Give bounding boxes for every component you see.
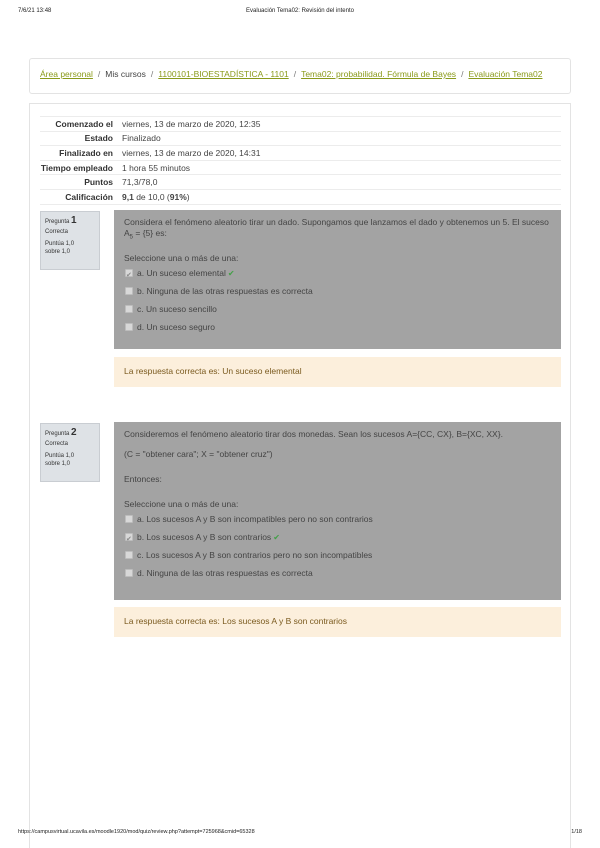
summary-row-time-taken bbox=[40, 160, 561, 175]
answer-prompt: Seleccione una o más de una: bbox=[124, 499, 239, 509]
breadcrumb-link-quiz[interactable]: Evaluación Tema02 bbox=[468, 69, 543, 79]
breadcrumb-separator: / bbox=[150, 69, 154, 79]
breadcrumb-item-mis-cursos: Mis cursos bbox=[105, 69, 146, 79]
question-info-1 bbox=[40, 211, 100, 270]
checkbox-checked-icon[interactable] bbox=[125, 533, 133, 541]
summary-value bbox=[122, 189, 561, 204]
summary-value: viernes, 13 de marzo de 2020, 12:35 bbox=[122, 118, 261, 129]
question-number-value: 1 bbox=[71, 215, 77, 226]
answer-option-d[interactable] bbox=[124, 564, 551, 582]
checkbox-icon[interactable] bbox=[125, 323, 133, 331]
print-footer bbox=[18, 829, 582, 839]
question-text: Entonces: bbox=[124, 474, 162, 484]
question-number-label: Pregunta bbox=[45, 431, 70, 437]
question-number-label: Pregunta bbox=[45, 219, 70, 225]
grade-close: ) bbox=[186, 191, 190, 202]
summary-label: Tiempo empleado bbox=[40, 162, 113, 173]
question-state: Correcta bbox=[45, 229, 69, 235]
summary-label: Calificación bbox=[65, 191, 113, 202]
question-content-2 bbox=[114, 422, 561, 600]
summary-value: viernes, 13 de marzo de 2020, 14:31 bbox=[122, 147, 261, 158]
print-url: https://campusvirtual.ucavila.es/moodle1920/mod/quiz/review.php?attempt=725968&cmid=65328 bbox=[18, 829, 255, 835]
question-state: Correcta bbox=[45, 441, 69, 447]
question-grade-line1: Puntúa 1,0 bbox=[45, 241, 75, 247]
question-grade-line2: sobre 1,0 bbox=[45, 461, 71, 467]
answer-option-d[interactable] bbox=[124, 318, 551, 336]
answer-label: b. Los sucesos A y B son contrarios bbox=[137, 532, 272, 542]
check-icon: ✔ bbox=[273, 533, 280, 542]
breadcrumb-separator: / bbox=[97, 69, 101, 79]
answer-label: a. Los sucesos A y B son incompatibles pero no son contrarios bbox=[137, 514, 373, 524]
answer-option-c[interactable] bbox=[124, 300, 551, 318]
summary-row-marks bbox=[40, 175, 561, 190]
question-text: (C = "obtener cara"; X = "obtener cruz") bbox=[124, 449, 273, 459]
print-title: Evaluación Tema02: Revisión del intento bbox=[246, 8, 354, 14]
summary-row-state bbox=[40, 131, 561, 146]
question-info-2 bbox=[40, 423, 100, 482]
grade-of-text: de 10,0 ( bbox=[133, 191, 170, 202]
question-content-1 bbox=[114, 210, 561, 349]
summary-value: 1 hora 55 minutos bbox=[122, 162, 191, 173]
answer-option-c[interactable] bbox=[124, 546, 551, 564]
print-header bbox=[18, 8, 582, 18]
summary-row-grade bbox=[40, 189, 561, 204]
answer-option-b[interactable] bbox=[124, 282, 551, 300]
question-grade-line2: sobre 1,0 bbox=[45, 249, 71, 255]
summary-value: Finalizado bbox=[122, 133, 161, 144]
question-grade-line1: Puntúa 1,0 bbox=[45, 453, 75, 459]
answer-prompt: Seleccione una o más de una: bbox=[124, 252, 239, 263]
breadcrumb-separator: / bbox=[293, 69, 297, 79]
answer-list bbox=[124, 510, 551, 582]
question-feedback-2: La respuesta correcta es: Los sucesos A y B son contrarios bbox=[114, 607, 561, 637]
question-text bbox=[124, 217, 551, 244]
attempt-summary-table bbox=[40, 116, 561, 205]
checkbox-checked-icon[interactable] bbox=[125, 269, 133, 277]
question-number-value: 2 bbox=[71, 427, 77, 438]
question-text-part: = {5} es: bbox=[133, 228, 167, 238]
question-text: Consideremos el fenómeno aleatorio tirar dos monedas. Sean los sucesos A={CC, CX}, B={XC, XX}. bbox=[124, 429, 503, 439]
checkbox-icon[interactable] bbox=[125, 305, 133, 313]
question-number bbox=[45, 429, 99, 438]
question-text-subscript: 5 bbox=[129, 234, 134, 241]
answer-label: d. Un suceso seguro bbox=[137, 321, 215, 332]
breadcrumb-link-course[interactable]: 1100101-BIOESTADÍSTICA - 1101 bbox=[158, 69, 289, 79]
answer-label: b. Ninguna de las otras respuestas es correcta bbox=[137, 285, 313, 296]
checkbox-icon[interactable] bbox=[125, 287, 133, 295]
breadcrumb-link-topic[interactable]: Tema02: probabilidad. Fórmula de Bayes bbox=[301, 69, 457, 79]
summary-value: 71,3/78,0 bbox=[122, 177, 158, 188]
summary-row-finished bbox=[40, 146, 561, 161]
summary-row-started bbox=[40, 117, 561, 132]
answer-label: a. Un suceso elemental bbox=[137, 267, 226, 278]
answer-list bbox=[124, 264, 551, 336]
answer-option-b[interactable] bbox=[124, 528, 551, 546]
question-feedback-1: La respuesta correcta es: Un suceso elemental bbox=[114, 357, 561, 387]
question-number bbox=[45, 217, 99, 226]
summary-label: Estado bbox=[84, 133, 113, 144]
answer-option-a[interactable] bbox=[124, 510, 551, 528]
checkbox-icon[interactable] bbox=[125, 515, 133, 523]
grade-percent: 91% bbox=[169, 191, 187, 202]
summary-label: Puntos bbox=[84, 177, 113, 188]
print-datetime: 7/6/21 13:48 bbox=[18, 8, 52, 14]
answer-label: d. Ninguna de las otras respuestas es correcta bbox=[137, 568, 313, 578]
breadcrumb-link-area-personal[interactable]: Área personal bbox=[40, 69, 93, 79]
question-text-part: Considera el fenómeno aleatorio tirar un dado. Supongamos que lanzamos el dado y obtenemos un 5. El suceso A bbox=[124, 217, 549, 238]
print-page-number: 1/18 bbox=[571, 829, 582, 835]
checkbox-icon[interactable] bbox=[125, 569, 133, 577]
summary-label: Comenzado el bbox=[55, 118, 113, 129]
grade-score: 9,1 bbox=[122, 191, 134, 202]
checkbox-icon[interactable] bbox=[125, 551, 133, 559]
answer-label: c. Un suceso sencillo bbox=[137, 303, 217, 314]
quiz-review-content bbox=[29, 103, 571, 848]
breadcrumb bbox=[29, 58, 571, 94]
summary-label: Finalizado en bbox=[59, 147, 113, 158]
answer-option-a[interactable] bbox=[124, 264, 551, 282]
check-icon: ✔ bbox=[227, 268, 235, 278]
breadcrumb-separator: / bbox=[461, 69, 464, 79]
answer-label: c. Los sucesos A y B son contrarios pero no son incompatibles bbox=[137, 550, 373, 560]
